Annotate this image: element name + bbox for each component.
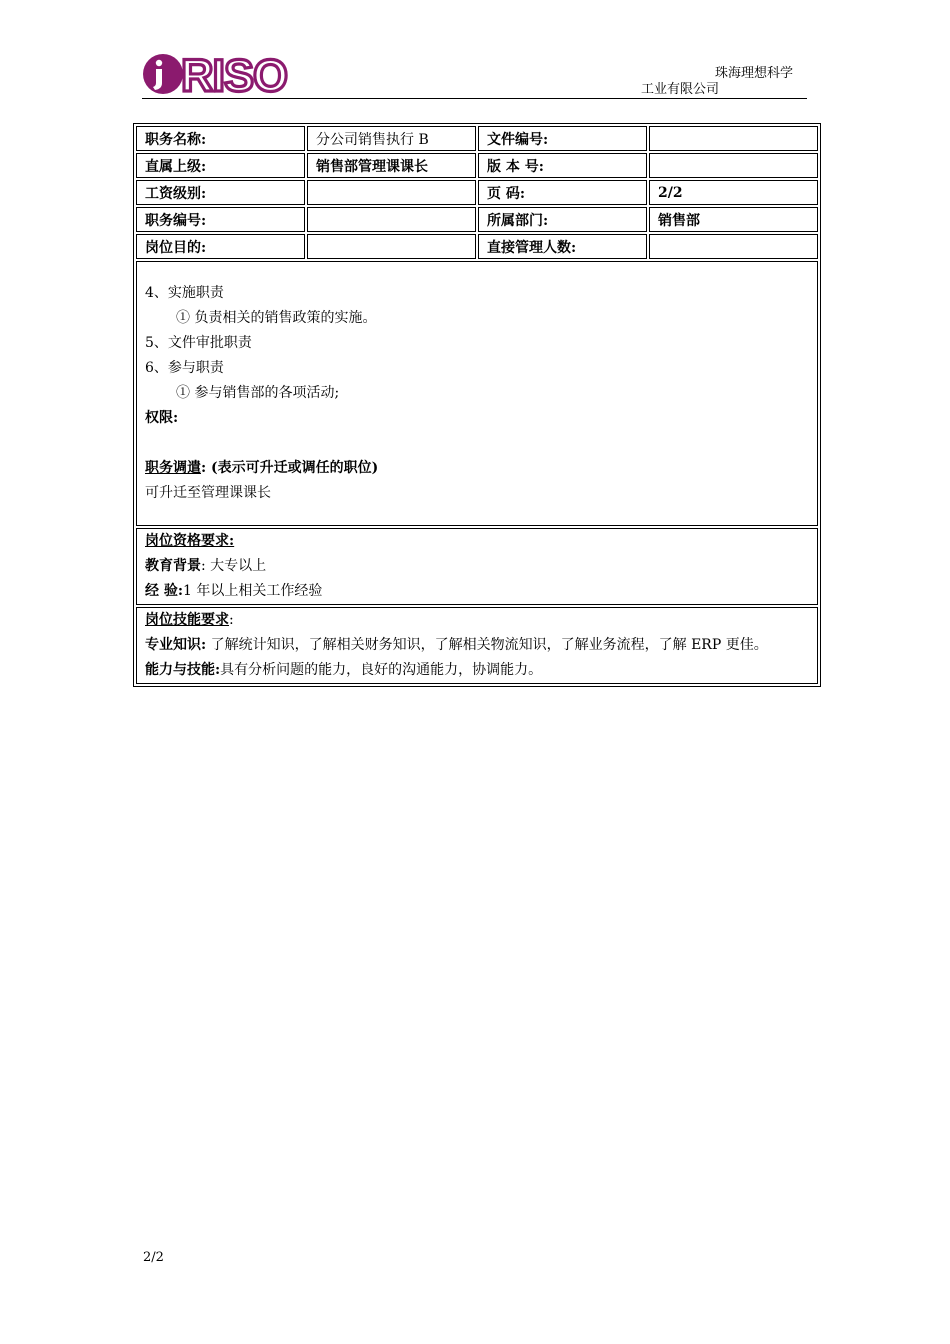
company-line-1: 珠海理想科学 [714, 66, 793, 81]
duty-item-4: 4、实施职责 [145, 285, 224, 301]
transfer-note: : (表示可升迁或调任的职位) [201, 460, 379, 476]
value-job-title: 分公司销售执行 B [307, 126, 476, 151]
value-job-number [307, 207, 476, 232]
job-description-table [133, 123, 821, 687]
skills-heading-label: 岗位技能要求 [145, 612, 229, 628]
experience-label: 经 验: [145, 583, 184, 599]
transfer-heading [145, 456, 809, 481]
row-job-number [136, 207, 818, 232]
ability-value: 具有分析问题的能力，良好的沟通能力，协调能力。 [220, 662, 543, 678]
duty-item-6: 6、参与职责 [145, 360, 224, 376]
label-department: 所属部门: [478, 207, 647, 232]
duty-item-4-1: ① 负责相关的销售政策的实施。 [176, 310, 377, 326]
experience-value: 1 年以上相关工作经验 [183, 583, 323, 599]
company-name [641, 66, 793, 98]
ability-label: 能力与技能: [145, 662, 221, 678]
value-purpose [307, 234, 476, 259]
value-document-number [649, 126, 818, 151]
row-salary-grade [136, 180, 818, 205]
experience-line [145, 579, 809, 604]
transfer-value: 可升迁至管理课课长 [145, 485, 271, 501]
label-document-number: 文件编号: [478, 126, 647, 151]
label-version: 版 本 号: [478, 153, 647, 178]
value-department: 销售部 [649, 207, 818, 232]
education-value: : 大专以上 [201, 558, 267, 574]
education-line [145, 554, 809, 579]
skills-section [136, 607, 818, 684]
ability-line [145, 658, 809, 683]
value-salary-grade [307, 180, 476, 205]
row-purpose [136, 234, 818, 259]
label-job-title: 职务名称: [136, 126, 305, 151]
label-salary-grade: 工资级别: [136, 180, 305, 205]
education-label: 教育背景 [145, 558, 201, 574]
label-page: 页 码: [478, 180, 647, 205]
logo-text: RISO [181, 52, 288, 96]
label-direct-reports: 直接管理人数: [478, 234, 647, 259]
blank-line [145, 431, 809, 456]
duties-section [136, 261, 818, 526]
knowledge-label: 专业知识: [145, 637, 207, 653]
value-direct-reports [649, 234, 818, 259]
header-rule [142, 98, 807, 99]
duty-item-6-1: ① 参与销售部的各项活动; [176, 385, 340, 401]
value-superior: 销售部管理课课长 [307, 153, 476, 178]
row-duties [136, 261, 818, 526]
label-superior: 直属上级: [136, 153, 305, 178]
skills-heading-colon: : [229, 612, 234, 628]
qualification-section [136, 528, 818, 605]
authority-label: 权限: [145, 410, 179, 426]
label-purpose: 岗位目的: [136, 234, 305, 259]
value-page: 2/2 [649, 180, 818, 205]
company-line-2: 工业有限公司 [640, 82, 719, 97]
transfer-label: 职务调遣 [145, 460, 201, 476]
skills-heading [145, 608, 809, 633]
knowledge-line [145, 633, 809, 658]
qualification-heading: 岗位资格要求: [145, 533, 235, 549]
row-job-title [136, 126, 818, 151]
page-footer: 2/2 [143, 1250, 164, 1265]
row-superior [136, 153, 818, 178]
label-job-number: 职务编号: [136, 207, 305, 232]
row-skills [136, 607, 818, 684]
duty-item-5: 5、文件审批职责 [145, 335, 252, 351]
riso-logo [142, 52, 302, 96]
value-version [649, 153, 818, 178]
knowledge-value: 了解统计知识，了解相关财务知识，了解相关物流知识，了解业务流程，了解 ERP 更佳。 [206, 637, 768, 653]
row-qualification [136, 528, 818, 605]
